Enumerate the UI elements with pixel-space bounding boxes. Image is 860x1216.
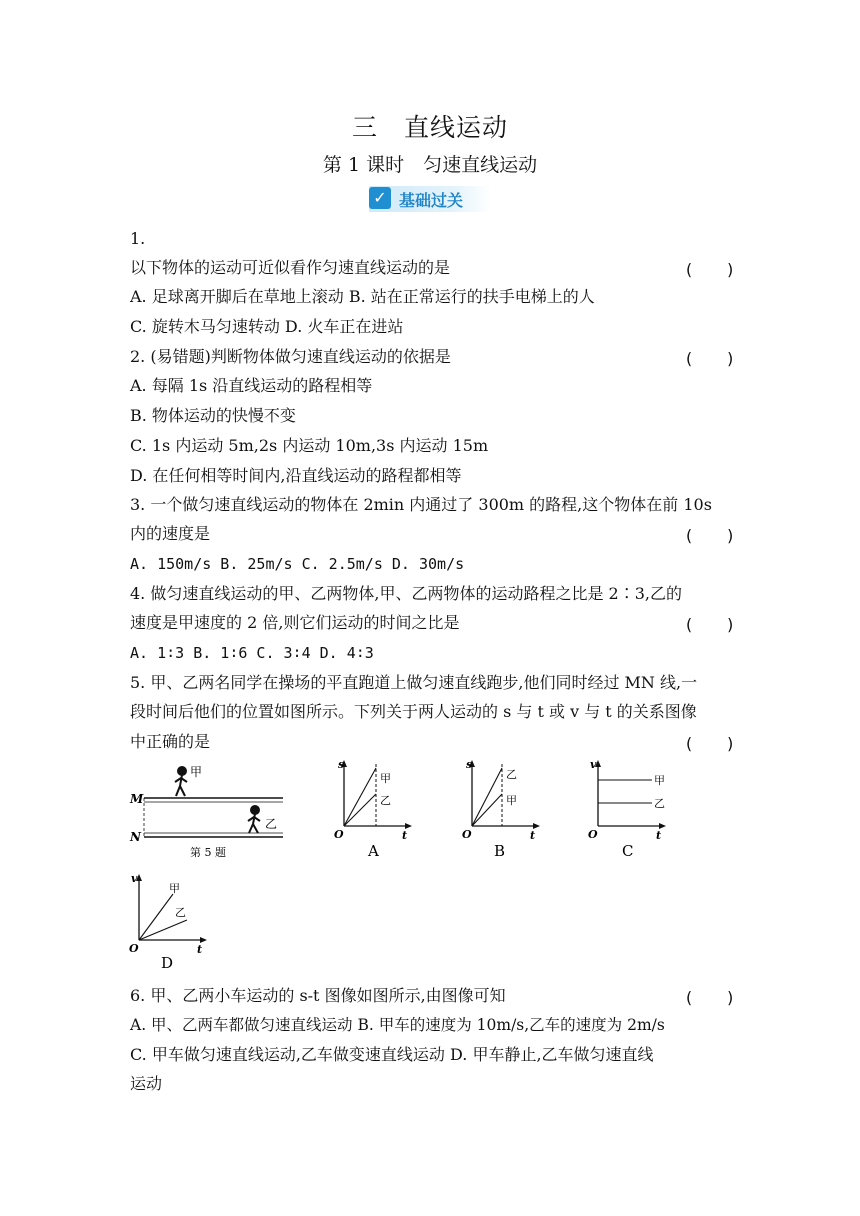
answer-blank-3[interactable]: ( ) [684, 526, 736, 545]
runner-yi-icon [248, 806, 260, 833]
question-2-option-a: A. 每隔 1s 沿直线运动的路程相等 [130, 376, 373, 395]
graph-b-y-axis: s [466, 758, 473, 771]
question-3-options: A. 150m/s B. 25m/s C. 2.5m/s D. 30m/s [130, 555, 465, 573]
graph-a-origin: O [334, 828, 344, 841]
graph-c-lower-label: 乙 [654, 797, 665, 810]
graph-a-x-axis: t [402, 829, 408, 842]
graph-d-lower-label: 乙 [175, 906, 186, 919]
graph-c-origin: O [588, 828, 598, 841]
track-m-label: M [130, 792, 144, 806]
question-4-options: A. 1∶3 B. 1∶6 C. 3∶4 D. 4∶3 [130, 644, 374, 662]
question-1-number: 1. [130, 229, 146, 248]
question-3-stem-line2: 内的速度是 [130, 524, 211, 543]
graph-d-x-axis: t [197, 943, 203, 956]
graph-c-option: C [622, 842, 634, 860]
question-4-stem-line2: 速度是甲速度的 2 倍,则它们运动的时间之比是 [130, 613, 460, 632]
graph-b-option: B [494, 842, 506, 860]
track-caption: 第 5 题 [190, 846, 226, 859]
graph-b-upper-label: 乙 [506, 768, 517, 781]
graph-b-origin: O [462, 828, 472, 841]
question-5-stem-line1: 5. 甲、乙两名同学在操场的平直跑道上做匀速直线跑步,他们同时经过 MN 线,一 [130, 673, 698, 692]
question-4-stem-line1: 4. 做匀速直线运动的甲、乙两物体,甲、乙两物体的运动路程之比是 2∶3,乙的 [130, 584, 682, 603]
graph-d-origin: O [129, 942, 139, 955]
question-5-stem-line2: 段时间后他们的位置如图所示。下列关于两人运动的 s 与 t 或 v 与 t 的关系图像 [130, 702, 697, 721]
question-2-option-d: D. 在任何相等时间内,沿直线运动的路程都相等 [130, 466, 462, 485]
graph-b-lower-label: 甲 [506, 794, 517, 807]
checkbox-icon: ✓ [369, 187, 391, 209]
question-6-stem: 6. 甲、乙两小车运动的 s-t 图像如图所示,由图像可知 [130, 986, 506, 1005]
question-6-options-cd: C. 甲车做匀速直线运动,乙车做变速直线运动 D. 甲车静止,乙车做匀速直线 [130, 1045, 654, 1064]
track-n-label: N [130, 830, 141, 844]
graph-c-x-axis: t [656, 829, 662, 842]
answer-blank-1[interactable]: ( ) [684, 260, 736, 279]
answer-blank-2[interactable]: ( ) [684, 349, 736, 368]
question-3-stem-line1: 3. 一个做匀速直线运动的物体在 2min 内通过了 300m 的路程,这个物体在前 10s [130, 495, 712, 514]
question-2-stem: 2. (易错题)判断物体做匀速直线运动的依据是 [130, 347, 451, 366]
answer-blank-6[interactable]: ( ) [684, 988, 736, 1007]
graph-c-upper-label: 甲 [654, 774, 665, 787]
question-2-option-c: C. 1s 内运动 5m,2s 内运动 10m,3s 内运动 15m [130, 436, 489, 455]
graph-c-y-axis: v [590, 758, 597, 771]
graph-a-y-axis: s [338, 758, 345, 771]
lesson-subtitle: 第 1 课时 匀速直线运动 [322, 154, 538, 176]
track-figure [128, 760, 288, 860]
answer-blank-4[interactable]: ( ) [684, 615, 736, 634]
graph-a-lower-label: 乙 [380, 794, 391, 807]
question-2-option-b: B. 物体运动的快慢不变 [130, 406, 296, 425]
graph-a-option: A [368, 842, 379, 860]
runner-jia-icon [175, 767, 187, 796]
graph-b [458, 756, 548, 860]
track-yi-label: 乙 [265, 817, 278, 831]
graph-d-option: D [161, 954, 174, 972]
graph-a-upper-label: 甲 [380, 772, 391, 785]
graph-c [584, 756, 674, 860]
question-1-stem: 以下物体的运动可近似看作匀速直线运动的是 [130, 258, 451, 277]
question-5-stem-line3: 中正确的是 [130, 732, 211, 751]
graph-d [125, 868, 215, 972]
answer-blank-5[interactable]: ( ) [684, 734, 736, 753]
question-6-options-ab: A. 甲、乙两车都做匀速直线运动 B. 甲车的速度为 10m/s,乙车的速度为 2m/s [130, 1016, 665, 1034]
track-jia-label: 甲 [190, 765, 203, 779]
graph-b-x-axis: t [530, 829, 536, 842]
section-badge [369, 186, 491, 212]
question-1-options-ab: A. 足球离开脚后在草地上滚动 B. 站在正常运行的扶手电梯上的人 [130, 287, 595, 306]
question-6-options-cd-cont: 运动 [130, 1074, 163, 1093]
badge-label: 基础过关 [399, 191, 464, 210]
graph-a [330, 756, 420, 860]
question-1-options-cd: C. 旋转木马匀速转动 D. 火车正在进站 [130, 317, 404, 336]
graph-d-upper-label: 甲 [169, 882, 180, 895]
page-title: 三 直线运动 [351, 113, 508, 142]
graph-d-y-axis: v [131, 872, 138, 885]
